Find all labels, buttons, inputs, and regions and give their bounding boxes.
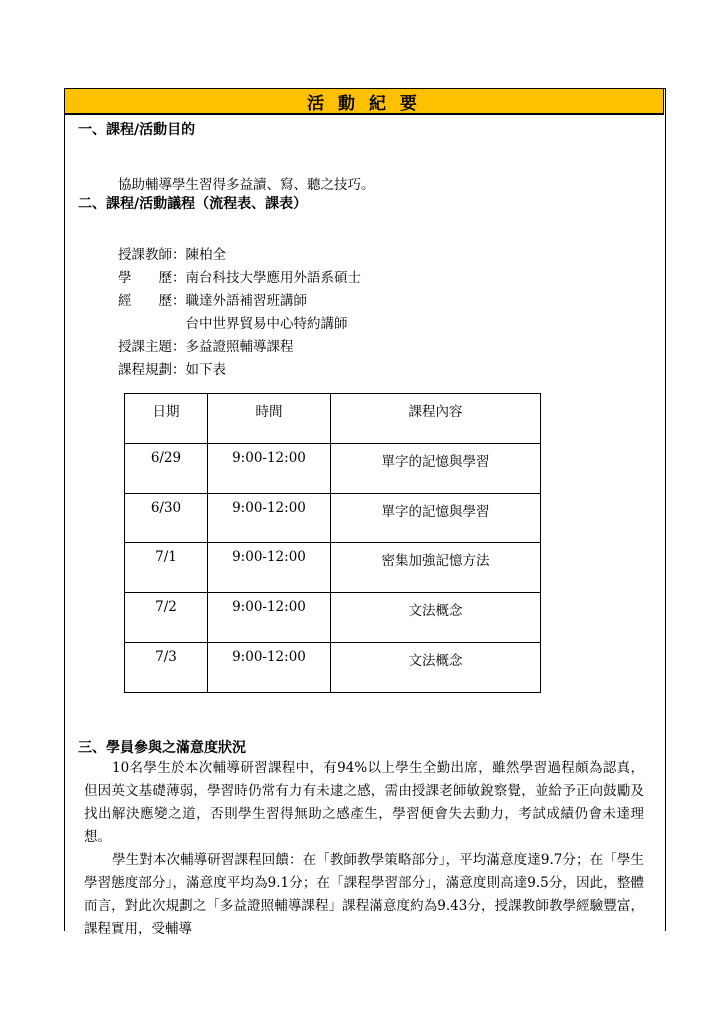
cell-time: 9:00-12:00	[208, 543, 331, 593]
cell-date: 7/3	[125, 643, 208, 693]
activity-summary-banner	[64, 88, 664, 114]
table-row	[125, 643, 541, 693]
cell-time: 9:00-12:00	[208, 643, 331, 693]
table-row	[125, 593, 541, 643]
cell-content: 密集加強記憶方法	[331, 543, 541, 593]
cell-time: 9:00-12:00	[208, 493, 331, 543]
section1-text: 協助輔導學生習得多益讀、寫、聽之技巧。	[118, 177, 375, 193]
section2-heading: 二、課程/活動議程（流程表、課表）	[78, 196, 308, 212]
banner-title: 活 動 紀 要	[307, 93, 421, 114]
cell-time: 9:00-12:00	[208, 443, 331, 493]
cell-time: 9:00-12:00	[208, 593, 331, 643]
instructor-line: 經 歷：職達外語補習班講師	[118, 293, 307, 309]
table-row	[125, 493, 541, 543]
instructor-line: 台中世界貿易中心特約講師	[118, 316, 348, 332]
cell-content: 文法概念	[331, 643, 541, 693]
header-content: 課程內容	[331, 394, 541, 444]
cell-content: 單字的記憶與學習	[331, 493, 541, 543]
cell-content: 單字的記憶與學習	[331, 443, 541, 493]
instructor-line: 課程規劃：如下表	[118, 362, 226, 378]
paragraph: 學生對本次輔導研習課程回饋：在「教師教學策略部分」，平均滿意度達9.7分；在「學生學習態度部分」，滿意度平均為9.1分；在「課程學習部分」，滿意度則高達9.5分，因此，整體而言，對此次規劃之「多益證照輔導課程」課程滿意度約為9.43分，授課教師教學經驗豐富，課程實用，受輔導	[84, 852, 644, 937]
cell-date: 6/29	[125, 443, 208, 493]
instructor-line: 授課教師：陳柏全	[118, 247, 226, 263]
section3-heading: 三、學員參與之滿意度狀況	[78, 740, 246, 756]
instructor-line: 學 歷：南台科技大學應用外語系碩士	[118, 270, 361, 286]
cell-date: 6/30	[125, 493, 208, 543]
paragraph: 10名學生於本次輔導研習課程中，有94%以上學生全勤出席，雖然學習過程頗為認真，但因英文基礎薄弱，學習時仍常有力有未逮之感，需由授課老師敏銳察覺，並給予正向鼓勵及找出解決應變之道，否則學生習得無助之感產生，學習便會失去動力，考試成績仍會未達理想。	[84, 760, 644, 845]
header-time: 時間	[208, 394, 331, 444]
schedule-table	[124, 393, 541, 693]
divider	[64, 114, 664, 115]
cell-date: 7/2	[125, 593, 208, 643]
instructor-line: 授課主題：多益證照輔導課程	[118, 339, 294, 355]
cell-date: 7/1	[125, 543, 208, 593]
header-date: 日期	[125, 394, 208, 444]
table-row	[125, 543, 541, 593]
section3-body	[84, 757, 644, 941]
table-row	[125, 443, 541, 493]
cell-content: 文法概念	[331, 593, 541, 643]
table-header-row	[125, 394, 541, 444]
section1-heading: 一、課程/活動目的	[78, 122, 196, 138]
